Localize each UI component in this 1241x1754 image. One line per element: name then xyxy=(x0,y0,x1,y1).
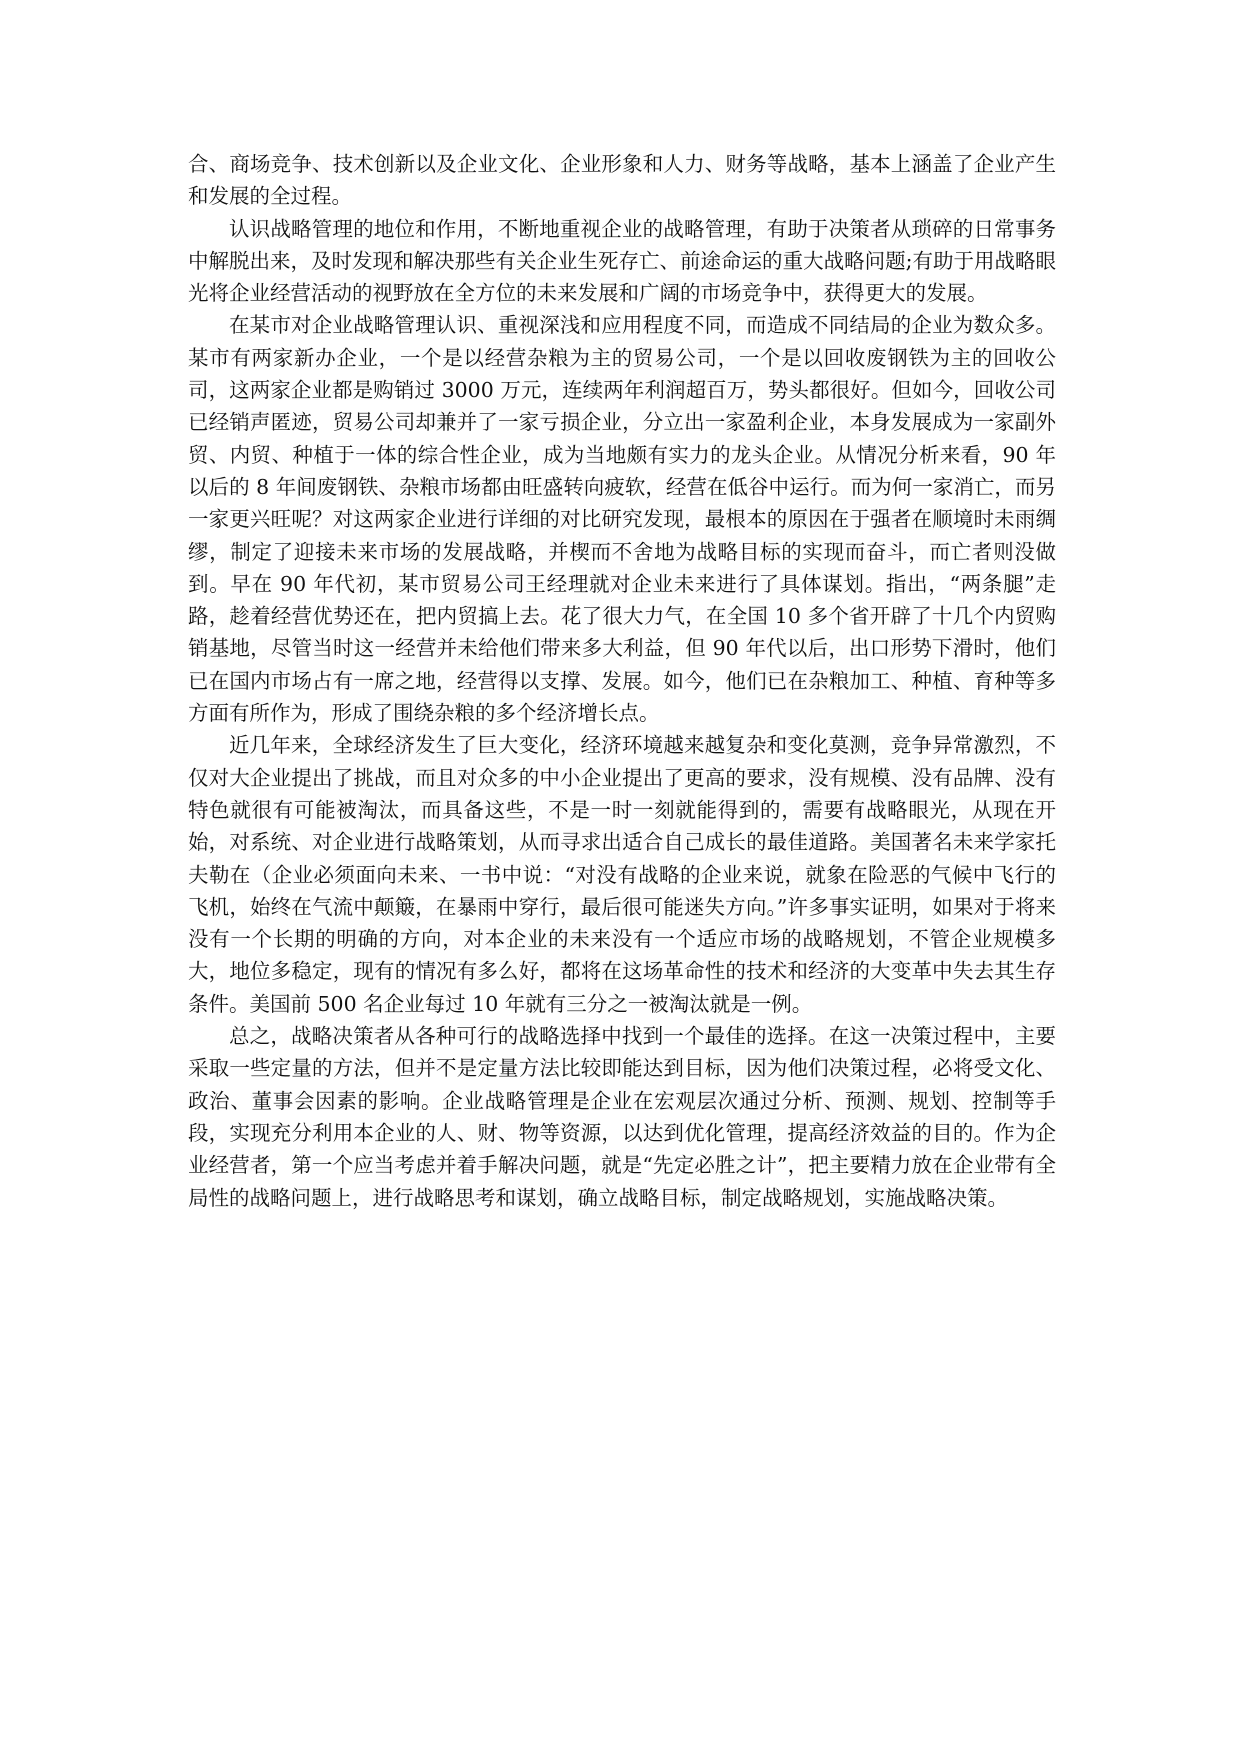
paragraph-4: 近几年来，全球经济发生了巨大变化，经济环境越来越复杂和变化莫测，竞争异常激烈，不仅对大企业提出了挑战，而且对众多的中小企业提出了更高的要求，没有规模、没有品牌、没有特色就很有可能被淘汰，而具备这些，不是一时一刻就能得到的，需要有战略眼光，从现在开始，对系统、对企业进行战略策划，从而寻求出适合自己成长的最佳道路。美国著名未来学家托夫勒在（企业必须面向未来、一书中说：“对没有战略的企业来说，就象在险恶的气候中飞行的飞机，始终在气流中颠簸，在暴雨中穿行，最后很可能迷失方向。”许多事实证明，如果对于将来没有一个长期的明确的方向，对本企业的未来没有一个适应市场的战略规划，不管企业规模多大，地位多稳定，现有的情况有多么好，都将在这场革命性的技术和经济的大变革中失去其生存条件。美国前 500 名企业每过 10 年就有三分之一被淘汰就是一例。 xyxy=(188,733,1056,1016)
document-body xyxy=(188,148,1056,1214)
paragraph-2: 认识战略管理的地位和作用，不断地重视企业的战略管理，有助于决策者从琐碎的日常事务中解脱出来，及时发现和解决那些有关企业生死存亡、前途命运的重大战略问题;有助于用战略眼光将企业经营活动的视野放在全方位的未来发展和广阔的市场竞争中，获得更大的发展。 xyxy=(188,216,1056,306)
paragraph-1: 合、商场竞争、技术创新以及企业文化、企业形象和人力、财务等战略，基本上涵盖了企业产生和发展的全过程。 xyxy=(188,152,1056,209)
paragraph-3: 在某市对企业战略管理认识、重视深浅和应用程度不同，而造成不同结局的企业为数众多。某市有两家新办企业，一个是以经营杂粮为主的贸易公司，一个是以回收废钢铁为主的回收公司，这两家企业都是购销过 3000 万元，连续两年利润超百万，势头都很好。但如今，回收公司已经销声匿迹，贸易公司却兼并了一家亏损企业，分立出一家盈利企业，本身发展成为一家副外贸、内贸、种植于一体的综合性企业，成为当地颇有实力的龙头企业。从情况分析来看，90 年以后的 8 年间废钢铁、杂粮市场都由旺盛转向疲软，经营在低谷中运行。而为何一家消亡，而另一家更兴旺呢？对这两家企业进行详细的对比研究发现，最根本的原因在于强者在顺境时未雨绸缪，制定了迎接未来市场的发展战略，并楔而不舍地为战略目标的实现而奋斗，而亡者则没做到。早在 90 年代初，某市贸易公司王经理就对企业未来进行了具体谋划。指出，“两条腿”走路，趁着经营优势还在，把内贸搞上去。花了很大力气，在全国 10 多个省开辟了十几个内贸购销基地，尽管当时这一经营并未给他们带来多大利益，但 90 年代以后，出口形势下滑时，他们已在国内市场占有一席之地，经营得以支撑、发展。如今，他们已在杂粮加工、种植、育种等多方面有所作为，形成了围绕杂粮的多个经济增长点。 xyxy=(188,313,1056,726)
paragraph-5: 总之，战略决策者从各种可行的战略选择中找到一个最佳的选择。在这一决策过程中，主要采取一些定量的方法，但并不是定量方法比较即能达到目标，因为他们决策过程，必将受文化、政治、董事会因素的影响。企业战略管理是企业在宏观层次通过分析、预测、规划、控制等手段，实现充分利用本企业的人、财、物等资源，以达到优化管理，提高经济效益的目的。作为企业经营者，第一个应当考虑并着手解决问题，就是“先定必胜之计”，把主要精力放在企业带有全局性的战略问题上，进行战略思考和谋划，确立战略目标，制定战略规划，实施战略决策。 xyxy=(188,1024,1056,1210)
